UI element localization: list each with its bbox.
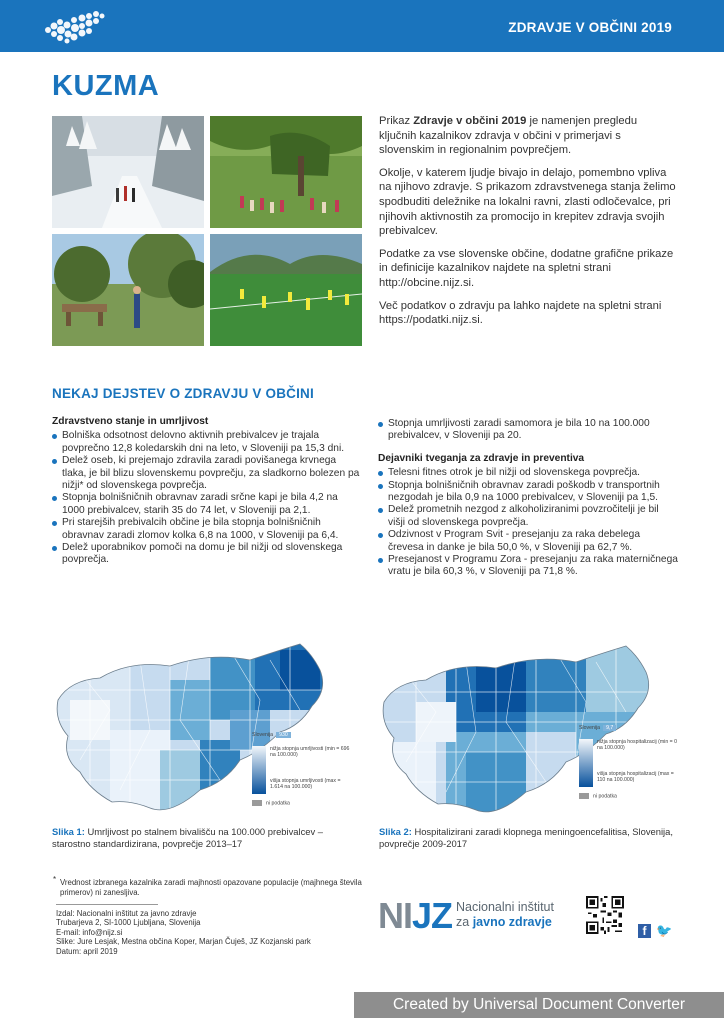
legend-no-data: ni podatka <box>579 793 617 799</box>
divider <box>56 904 158 905</box>
bullet-icon <box>378 471 383 476</box>
legend-slovenia: Slovenija 930 <box>252 732 291 738</box>
legend-high-label: višja stopnja hospitalizacij (max = 110 na 100.000) <box>597 771 674 783</box>
imprint-photos: Slike: Jure Lesjak, Mestna občina Koper, Marjan Čuješ, JZ Kozjanski park <box>56 937 311 947</box>
qr-code-icon[interactable] <box>586 896 624 934</box>
intro-paragraph-3: Podatke za vse slovenske občine, dodatne grafične prikaze in definicije kazalnikov najdete na spletni strani http://obcine.nijz.si. <box>379 247 674 289</box>
legend-no-data: ni podatka <box>252 800 290 806</box>
intro-paragraph-4: Več podatkov o zdravju pa lahko najdete na spletni strani https://podatki.nijz.si. <box>379 299 662 327</box>
bullet-icon <box>378 484 383 489</box>
bullet-icon <box>52 434 57 439</box>
tick-encephalitis-map-legend <box>579 725 689 805</box>
bullet-icon <box>378 558 383 563</box>
risk-factors-heading: Dejavniki tveganja za zdravje in preventiva <box>378 452 585 464</box>
social-links <box>638 924 678 938</box>
page-title: KUZMA <box>52 70 160 102</box>
bullet-icon <box>378 533 383 538</box>
legend-low-label: nižja stopnja hospitalizacij (min = 0 na 100.000) <box>597 739 678 751</box>
facts-title: NEKAJ DEJSTEV O ZDRAVJU V OBČINI <box>52 386 314 401</box>
list-item: Stopnja umrljivosti zaradi samomora je bila 10 na 100.000 prebivalcev, v Sloveniji pa 20. <box>378 418 678 443</box>
figure-1-caption: Slika 1: Umrljivost po stalnem bivališču na 100.000 prebivalcev – starostno standardizirana, povprečje 2013–17 <box>52 826 323 849</box>
imprint-date: Datum: april 2019 <box>56 946 118 956</box>
header-title: ZDRAVJE V OBČINI 2019 <box>508 20 672 35</box>
health-status-heading: Zdravstveno stanje in umrljivost <box>52 416 209 427</box>
imprint-address: Trubarjeva 2, SI-1000 Ljubljana, Slovenija <box>56 918 201 928</box>
intro-p1-prefix: Prikaz <box>379 115 414 127</box>
list-item: Bolniška odsotnost delovno aktivnih prebivalcev je trajala povprečno 12,8 koledarskih dni na leto, v Sloveniji pa 15,3 dni. <box>52 430 360 455</box>
legend-low-label: nižja stopnja umrljivosti (min = 696 na 100.000) <box>270 746 350 758</box>
legend-gradient <box>252 746 266 794</box>
legend-slovenia-value: 930 <box>276 732 291 738</box>
list-item: Odzivnost v Program Svit - presejanju za raka debelega črevesa in danke je bila 50,0 %, v Sloveniji pa 62,7 %. <box>378 529 678 554</box>
slovenia-dots-logo <box>42 8 106 46</box>
no-data-swatch <box>579 793 589 799</box>
footnote-star: * <box>53 875 57 884</box>
imprint-publisher: Izdal: Nacionalni inštitut za javno zdravje <box>56 909 197 918</box>
legend-slovenia: Slovenija 9,7 <box>579 725 616 731</box>
list-item: Pri starejših prebivalcih občine je bila stopnja bolnišničnih obravnav zaradi zlomov kolka 6,8 na 1000, v Sloveniji pa 6,4. <box>52 517 360 542</box>
garden-bench-photo <box>52 234 204 346</box>
list-item: Stopnja bolnišničnih obravnav zaradi poškodb v transportnih nezgodah je bila 0,9 na 1000 prebivalcev, v Sloveniji pa 1,5. <box>378 480 678 505</box>
nijz-name: Nacionalni inštitut za javno zdravje <box>456 900 554 929</box>
list-item: Delež uporabnikov pomoči na domu je bil nižji od slovenskega povprečja. <box>52 542 360 567</box>
facts-left-column <box>52 416 360 567</box>
list-item: Delež oseb, ki prejemajo zdravila zaradi povišanega krvnega tlaka, je bil blizu slovenskemu povprečju, za sladkorno bolezen pa nižji* od slovenskega povprečja. <box>52 455 360 492</box>
header-bar <box>0 0 724 52</box>
intro-paragraph-1 <box>379 114 677 158</box>
bullet-icon <box>52 546 57 551</box>
converter-watermark: Created by Universal Document Converter <box>354 992 724 1018</box>
footnote <box>53 875 366 897</box>
bullet-icon <box>378 422 383 427</box>
imprint <box>56 909 346 956</box>
facts-right-column <box>378 418 678 579</box>
list-item: Telesni fitnes otrok je bil nižji od slovenskega povprečja. <box>378 467 678 479</box>
facebook-icon[interactable]: f <box>638 924 651 938</box>
mortality-list <box>378 418 678 443</box>
intro-p1-bold: Zdravje v občini 2019 <box>413 115 527 127</box>
bullet-icon <box>52 459 57 464</box>
bullet-icon <box>378 508 383 513</box>
risk-factors-list <box>378 467 678 579</box>
health-status-list <box>52 430 360 566</box>
mortality-map-legend <box>252 732 362 812</box>
nijz-logo <box>378 896 588 940</box>
list-item: Stopnja bolnišničnih obravnav zaradi srčne kapi je bila 4,2 na 1000 prebivalcev, starih 35 do 74 let, v Sloveniji pa 2,1. <box>52 492 360 517</box>
footnote-text: Vrednost izbranega kazalnika zaradi majhnosti opazovane populacije (majhnega števila primerov) ni zanesljiva. <box>60 878 362 897</box>
legend-gradient <box>579 739 593 787</box>
list-item: Presejanost v Programu Zora - presejanju za raka materničnega vratu je bila 60,3 %, v Sloveniji pa 71,8 %. <box>378 554 678 579</box>
list-item: Delež prometnih nezgod z alkoholiziranimi povzročitelji je bil višji od slovenskega povprečja. <box>378 504 678 529</box>
photo-grid <box>52 116 364 348</box>
legend-slovenia-value: 9,7 <box>603 725 616 731</box>
no-data-swatch <box>252 800 262 806</box>
legend-high-label: višja stopnja umrljivosti (max = 1.614 na 100.000) <box>270 778 341 790</box>
intro-p1-rest: je namenjen pregledu ključnih kazalnikov zdravja v občini v primerjavi s slovenskim in regionalnim povprečjem. <box>379 115 638 157</box>
intro-paragraph-2: Okolje, v katerem ljudje bivajo in delajo, pomembno vpliva na njihovo zdravje. S prikazom zdravstvenega stanja želimo spodbuditi deležnike na lokalni ravni, zlasti odločevalce, pri njihovih aktivnostih za promocijo in krepitev zdravja svojih prebivalcev. <box>379 166 676 238</box>
figure-2-caption: Slika 2: Hospitalizirani zaradi klopnega meningoencefalitisa, Slovenija, povprečje 2009-2017 <box>379 826 673 849</box>
intro-text <box>379 114 677 336</box>
bullet-icon <box>52 496 57 501</box>
nijz-wordmark: NIJZ <box>378 895 453 936</box>
hiking-group-photo <box>210 116 362 228</box>
imprint-email: E-mail: info@nijz.si <box>56 927 123 937</box>
winter-forest-walk-photo <box>52 116 204 228</box>
twitter-icon[interactable]: 🐦 <box>656 923 673 938</box>
children-football-photo <box>210 234 362 346</box>
bullet-icon <box>52 521 57 526</box>
